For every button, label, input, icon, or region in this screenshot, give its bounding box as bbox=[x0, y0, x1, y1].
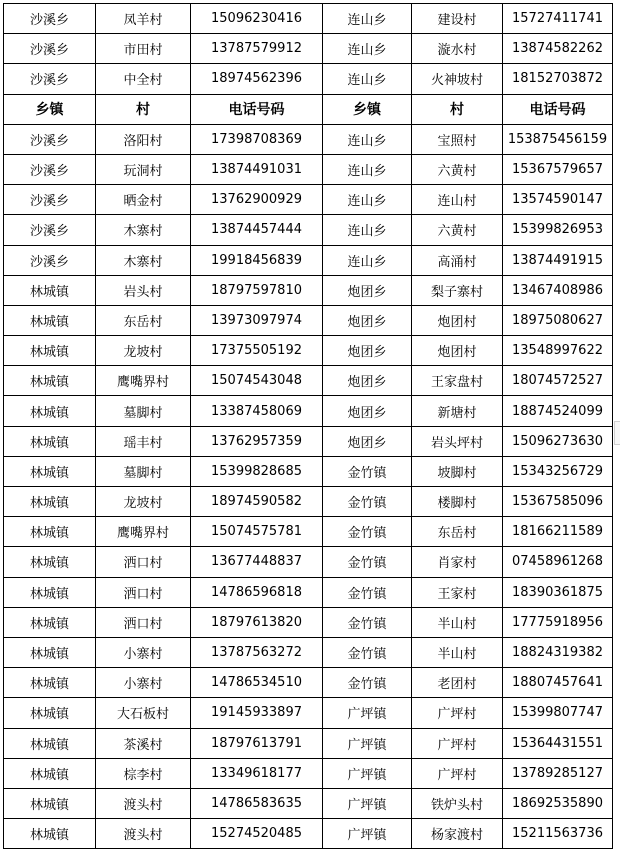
village-cell: 岩头坪村 bbox=[412, 426, 503, 456]
village-cell: 鹰嘴界村 bbox=[96, 366, 191, 396]
village-cell: 火神坡村 bbox=[412, 64, 503, 94]
phone-cell: 15096273630 bbox=[503, 426, 613, 456]
phone-cell: 15211563736 bbox=[503, 819, 613, 849]
township-cell: 炮团乡 bbox=[323, 336, 412, 366]
village-cell: 中全村 bbox=[96, 64, 191, 94]
phone-cell: 15074575781 bbox=[191, 517, 323, 547]
phone-cell: 15364431551 bbox=[503, 728, 613, 758]
village-cell: 肖家村 bbox=[412, 547, 503, 577]
village-cell: 龙坡村 bbox=[96, 336, 191, 366]
phone-cell: 14786583635 bbox=[191, 788, 323, 818]
header-cell: 村 bbox=[412, 94, 503, 124]
village-cell: 木寨村 bbox=[96, 245, 191, 275]
village-cell: 六黄村 bbox=[412, 154, 503, 184]
phone-cell: 15399828685 bbox=[191, 456, 323, 486]
village-cell: 王家盘村 bbox=[412, 366, 503, 396]
table-row bbox=[4, 577, 613, 607]
township-cell: 金竹镇 bbox=[323, 487, 412, 517]
phone-cell: 18975080627 bbox=[503, 305, 613, 335]
phone-cell: 18390361875 bbox=[503, 577, 613, 607]
township-cell: 连山乡 bbox=[323, 34, 412, 64]
table-row bbox=[4, 34, 613, 64]
township-cell: 连山乡 bbox=[323, 154, 412, 184]
township-cell: 金竹镇 bbox=[323, 456, 412, 486]
phone-cell: 18692535890 bbox=[503, 788, 613, 818]
phone-cell: 13677448837 bbox=[191, 547, 323, 577]
village-cell: 小寨村 bbox=[96, 637, 191, 667]
township-cell: 金竹镇 bbox=[323, 517, 412, 547]
township-cell: 林城镇 bbox=[4, 819, 96, 849]
village-cell: 大石板村 bbox=[96, 698, 191, 728]
township-cell: 连山乡 bbox=[323, 215, 412, 245]
table-row bbox=[4, 124, 613, 154]
village-cell: 高涌村 bbox=[412, 245, 503, 275]
phone-cell: 18797597810 bbox=[191, 275, 323, 305]
village-cell: 广坪村 bbox=[412, 758, 503, 788]
village-cell: 市田村 bbox=[96, 34, 191, 64]
township-cell: 林城镇 bbox=[4, 577, 96, 607]
village-cell: 瑶丰村 bbox=[96, 426, 191, 456]
phone-cell: 19145933897 bbox=[191, 698, 323, 728]
village-cell: 木寨村 bbox=[96, 215, 191, 245]
header-cell: 乡镇 bbox=[4, 94, 96, 124]
township-cell: 林城镇 bbox=[4, 275, 96, 305]
table-row bbox=[4, 547, 613, 577]
phone-cell: 15074543048 bbox=[191, 366, 323, 396]
table-row bbox=[4, 396, 613, 426]
header-cell: 电话号码 bbox=[503, 94, 613, 124]
header-cell: 乡镇 bbox=[323, 94, 412, 124]
header-cell: 村 bbox=[96, 94, 191, 124]
phone-cell: 18974590582 bbox=[191, 487, 323, 517]
village-cell: 凤羊村 bbox=[96, 4, 191, 34]
phone-cell: 18166211589 bbox=[503, 517, 613, 547]
table-row bbox=[4, 426, 613, 456]
township-cell: 金竹镇 bbox=[323, 668, 412, 698]
phone-cell: 17775918956 bbox=[503, 607, 613, 637]
township-cell: 沙溪乡 bbox=[4, 34, 96, 64]
table-row bbox=[4, 336, 613, 366]
village-cell: 老团村 bbox=[412, 668, 503, 698]
township-cell: 金竹镇 bbox=[323, 547, 412, 577]
table-row bbox=[4, 788, 613, 818]
township-cell: 林城镇 bbox=[4, 547, 96, 577]
phone-cell: 18974562396 bbox=[191, 64, 323, 94]
phone-cell: 153875456159 bbox=[503, 124, 613, 154]
village-cell: 洒口村 bbox=[96, 607, 191, 637]
township-cell: 林城镇 bbox=[4, 456, 96, 486]
village-cell: 铁炉头村 bbox=[412, 788, 503, 818]
phone-cell: 13349618177 bbox=[191, 758, 323, 788]
village-cell: 坡脚村 bbox=[412, 456, 503, 486]
table-row bbox=[4, 185, 613, 215]
table-row bbox=[4, 637, 613, 667]
village-cell: 小寨村 bbox=[96, 668, 191, 698]
township-cell: 炮团乡 bbox=[323, 305, 412, 335]
village-cell: 渡头村 bbox=[96, 788, 191, 818]
village-cell: 漩水村 bbox=[412, 34, 503, 64]
township-cell: 炮团乡 bbox=[323, 396, 412, 426]
township-cell: 沙溪乡 bbox=[4, 4, 96, 34]
header-cell: 电话号码 bbox=[191, 94, 323, 124]
township-cell: 炮团乡 bbox=[323, 426, 412, 456]
village-cell: 新塘村 bbox=[412, 396, 503, 426]
scroll-marker[interactable] bbox=[614, 421, 620, 445]
township-cell: 沙溪乡 bbox=[4, 215, 96, 245]
village-cell: 晒金村 bbox=[96, 185, 191, 215]
phone-cell: 15399826953 bbox=[503, 215, 613, 245]
village-cell: 六黄村 bbox=[412, 215, 503, 245]
village-cell: 东岳村 bbox=[96, 305, 191, 335]
table-row bbox=[4, 305, 613, 335]
table-row bbox=[4, 668, 613, 698]
phone-cell: 18797613791 bbox=[191, 728, 323, 758]
township-cell: 金竹镇 bbox=[323, 577, 412, 607]
township-cell: 广坪镇 bbox=[323, 819, 412, 849]
table-row bbox=[4, 758, 613, 788]
phone-cell: 14786596818 bbox=[191, 577, 323, 607]
village-cell: 建设村 bbox=[412, 4, 503, 34]
village-cell: 炮团村 bbox=[412, 336, 503, 366]
township-cell: 连山乡 bbox=[323, 245, 412, 275]
table-row bbox=[4, 517, 613, 547]
township-cell: 林城镇 bbox=[4, 637, 96, 667]
phone-cell: 18874524099 bbox=[503, 396, 613, 426]
township-cell: 金竹镇 bbox=[323, 607, 412, 637]
phone-cell: 13874457444 bbox=[191, 215, 323, 245]
township-cell: 炮团乡 bbox=[323, 275, 412, 305]
phone-cell: 15343256729 bbox=[503, 456, 613, 486]
phone-cell: 13387458069 bbox=[191, 396, 323, 426]
township-cell: 金竹镇 bbox=[323, 637, 412, 667]
phone-cell: 15727411741 bbox=[503, 4, 613, 34]
village-cell: 洛阳村 bbox=[96, 124, 191, 154]
table-row bbox=[4, 819, 613, 849]
village-cell: 宝照村 bbox=[412, 124, 503, 154]
village-cell: 鹰嘴界村 bbox=[96, 517, 191, 547]
table-row bbox=[4, 698, 613, 728]
township-cell: 广坪镇 bbox=[323, 788, 412, 818]
header-row bbox=[4, 94, 613, 124]
village-cell: 梨子寨村 bbox=[412, 275, 503, 305]
table-row bbox=[4, 607, 613, 637]
village-cell: 王家村 bbox=[412, 577, 503, 607]
phone-cell: 13548997622 bbox=[503, 336, 613, 366]
phone-cell: 13574590147 bbox=[503, 185, 613, 215]
township-cell: 林城镇 bbox=[4, 788, 96, 818]
phone-cell: 13789285127 bbox=[503, 758, 613, 788]
village-cell: 连山村 bbox=[412, 185, 503, 215]
contact-table bbox=[3, 3, 613, 849]
village-cell: 渡头村 bbox=[96, 819, 191, 849]
village-cell: 广坪村 bbox=[412, 728, 503, 758]
township-cell: 林城镇 bbox=[4, 305, 96, 335]
phone-cell: 13874491031 bbox=[191, 154, 323, 184]
village-cell: 岩头村 bbox=[96, 275, 191, 305]
phone-cell: 18797613820 bbox=[191, 607, 323, 637]
phone-cell: 19918456839 bbox=[191, 245, 323, 275]
village-cell: 玩洞村 bbox=[96, 154, 191, 184]
phone-cell: 15274520485 bbox=[191, 819, 323, 849]
phone-cell: 13467408986 bbox=[503, 275, 613, 305]
table-row bbox=[4, 64, 613, 94]
township-cell: 连山乡 bbox=[323, 185, 412, 215]
village-cell: 龙坡村 bbox=[96, 487, 191, 517]
phone-cell: 13973097974 bbox=[191, 305, 323, 335]
township-cell: 林城镇 bbox=[4, 517, 96, 547]
township-cell: 林城镇 bbox=[4, 336, 96, 366]
table-row bbox=[4, 728, 613, 758]
village-cell: 墓脚村 bbox=[96, 456, 191, 486]
phone-cell: 13874491915 bbox=[503, 245, 613, 275]
village-cell: 广坪村 bbox=[412, 698, 503, 728]
village-cell: 洒口村 bbox=[96, 577, 191, 607]
phone-cell: 13874582262 bbox=[503, 34, 613, 64]
phone-cell: 18152703872 bbox=[503, 64, 613, 94]
township-cell: 林城镇 bbox=[4, 426, 96, 456]
phone-cell: 14786534510 bbox=[191, 668, 323, 698]
village-cell: 楼脚村 bbox=[412, 487, 503, 517]
village-cell: 茶溪村 bbox=[96, 728, 191, 758]
phone-cell: 17375505192 bbox=[191, 336, 323, 366]
township-cell: 林城镇 bbox=[4, 396, 96, 426]
table-body bbox=[4, 4, 613, 849]
township-cell: 广坪镇 bbox=[323, 728, 412, 758]
township-cell: 林城镇 bbox=[4, 758, 96, 788]
table-row bbox=[4, 154, 613, 184]
phone-cell: 13762957359 bbox=[191, 426, 323, 456]
table-row bbox=[4, 487, 613, 517]
phone-cell: 15367579657 bbox=[503, 154, 613, 184]
phone-cell: 15399807747 bbox=[503, 698, 613, 728]
table-row bbox=[4, 275, 613, 305]
township-cell: 林城镇 bbox=[4, 668, 96, 698]
township-cell: 广坪镇 bbox=[323, 758, 412, 788]
township-cell: 沙溪乡 bbox=[4, 124, 96, 154]
phone-cell: 07458961268 bbox=[503, 547, 613, 577]
township-cell: 连山乡 bbox=[323, 64, 412, 94]
table-row bbox=[4, 456, 613, 486]
township-cell: 炮团乡 bbox=[323, 366, 412, 396]
township-cell: 沙溪乡 bbox=[4, 245, 96, 275]
township-cell: 沙溪乡 bbox=[4, 185, 96, 215]
table-row bbox=[4, 245, 613, 275]
phone-cell: 15367585096 bbox=[503, 487, 613, 517]
table-row bbox=[4, 4, 613, 34]
township-cell: 林城镇 bbox=[4, 728, 96, 758]
village-cell: 棕李村 bbox=[96, 758, 191, 788]
township-cell: 连山乡 bbox=[323, 4, 412, 34]
phone-cell: 18807457641 bbox=[503, 668, 613, 698]
township-cell: 沙溪乡 bbox=[4, 64, 96, 94]
phone-cell: 17398708369 bbox=[191, 124, 323, 154]
phone-cell: 18824319382 bbox=[503, 637, 613, 667]
township-cell: 沙溪乡 bbox=[4, 154, 96, 184]
village-cell: 炮团村 bbox=[412, 305, 503, 335]
village-cell: 墓脚村 bbox=[96, 396, 191, 426]
village-cell: 半山村 bbox=[412, 637, 503, 667]
village-cell: 洒口村 bbox=[96, 547, 191, 577]
township-cell: 林城镇 bbox=[4, 487, 96, 517]
township-cell: 林城镇 bbox=[4, 607, 96, 637]
table-row bbox=[4, 215, 613, 245]
township-cell: 广坪镇 bbox=[323, 698, 412, 728]
township-cell: 林城镇 bbox=[4, 698, 96, 728]
township-cell: 林城镇 bbox=[4, 366, 96, 396]
township-cell: 连山乡 bbox=[323, 124, 412, 154]
phone-cell: 15096230416 bbox=[191, 4, 323, 34]
phone-cell: 13762900929 bbox=[191, 185, 323, 215]
village-cell: 杨家渡村 bbox=[412, 819, 503, 849]
village-cell: 东岳村 bbox=[412, 517, 503, 547]
phone-cell: 13787563272 bbox=[191, 637, 323, 667]
phone-cell: 18074572527 bbox=[503, 366, 613, 396]
village-cell: 半山村 bbox=[412, 607, 503, 637]
phone-cell: 13787579912 bbox=[191, 34, 323, 64]
table-row bbox=[4, 366, 613, 396]
